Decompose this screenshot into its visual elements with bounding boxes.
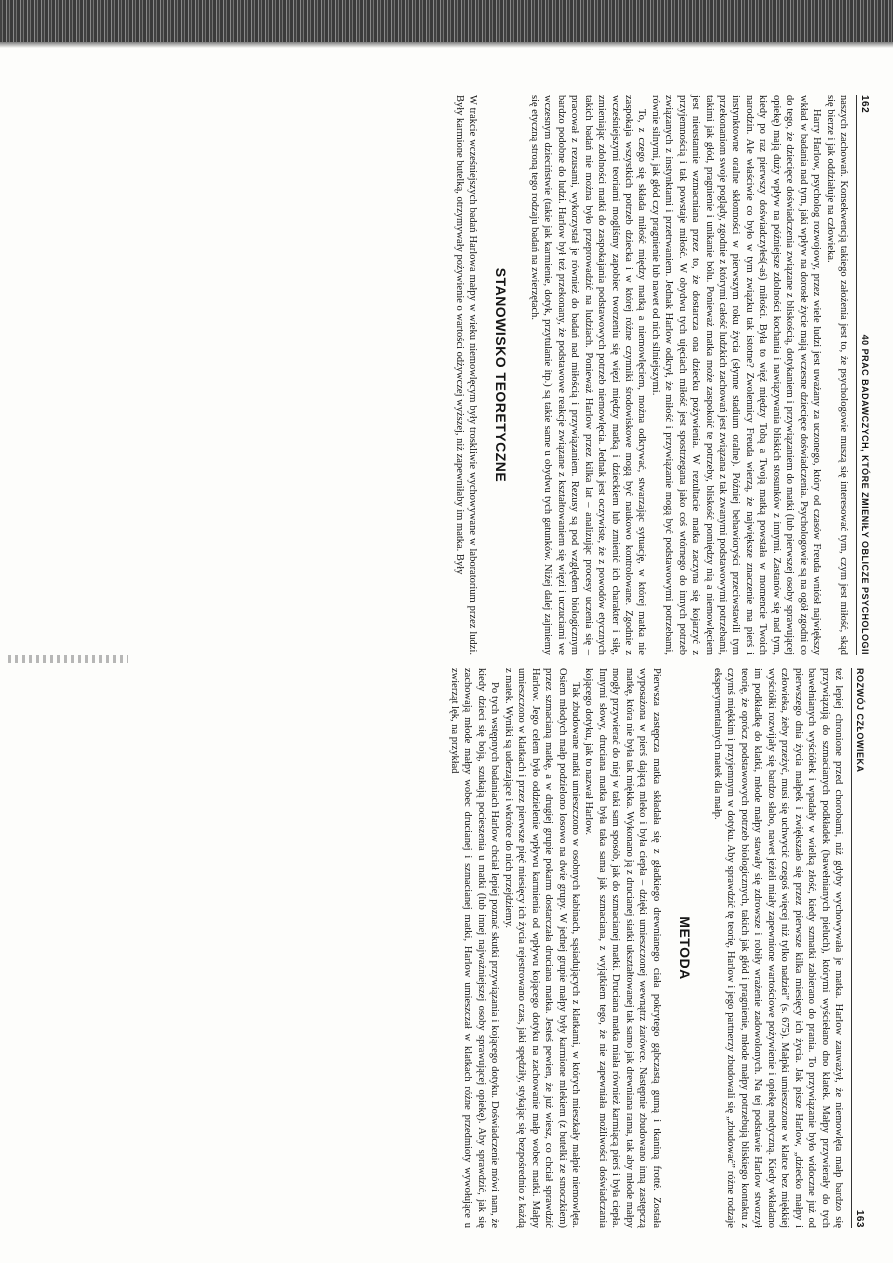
body-paragraph: Harry Harlow, psycholog rozwojowy, przez wiele ludzi jest uważany za uczonego, który od czasów Freuda wniósł największy wkład w badania nad tym, jaki wpływ na dorosłe życie mają wczesne dziecięce doświadczenia. Psychologowie są na ogół zgodni co do tego, że dziecięce doświadczenia związane z bliskością, dotykaniem i przywiązaniem do matki (lub pierwszej osoby sprawującej opiekę) mają duży wpływ na późniejsze zdolności kochania i nawiązywania bliskich stosunków z innymi. Zastanów się nad tym, kiedy po raz pierwszy doświadczyłeś(-aś) miłości. Była to więź między Tobą a Twoją matką powstała w momencie Twoich narodzin. Ale właściwie co było w tym związku tak istotne? Zwolennicy Freuda wierzą, że największe znaczenie ma pierś i instynktowne oralne skłonności w pierwszym roku życia (słynne stadium oralne). Później behawioryści przeciwstawili tym przekonaniom swoje poglądy, zgodnie z którymi całość ludzkich zachowań jest związana z tak zwanymi podstawowymi potrzebami, takimi jak głód, pragnienie i unikanie bólu. Ponieważ matka może zaspokoić te potrzeby, bliskość pomiędzy nią a niemowlęciem jest nieustannie wzmacniana przez to, że dostarcza ona dziecku pożywienia. W rezultacie matka zaczyna się kojarzyć z przyjemnością i tak powstaje miłość. W obydwu tych ujęciach miłość jest spostrzegana jako coś wtórnego do innych potrzeb związanych z instynktami i przetrwaniem. Jednak Harlow odkrył, że miłość i przywiązanie mogą być podstawowymi potrzebami, równie silnymi, jak głód czy pragnienie lub nawet od nich silniejszymi. <box>649 95 823 655</box>
running-header <box>856 95 870 655</box>
section-heading: STANOWISKO TEORETYCZNE <box>493 267 510 483</box>
body-paragraph: To, z czego się składa miłość między matką a niemowlęciem, można odkrywać, stwarzając sytuację, w której matka nie zaspokaja wszystkich potrzeb dziecka i w której różne czynniki środowiskowe mogą być naukowo kontrolowane. Zgodnie z wcześniejszymi teoriami mogliśmy zapobiec tworzeniu się więzi między matką i dzieckiem lub zmienić ich charakter i siłę, zmieniając zdolności matki do zaspokajania podstawowych potrzeb niemowlęcia. Jednak jest oczywiste, że z powodów etycznych takich badań nie można było przeprowadzić na ludziach. Ponieważ Harlow przez kilka lat – analizując procesy uczenia się – pracował z rezusami, wykorzystał je również do badań nad miłością i przywiązaniem. Rezusy są pod względem biologicznym bardzo podobne do ludzi. Harlow był też przekonany, że podstawowe reakcje związane z kształtowaniem się więzi i uczuciami we wczesnym dzieciństwie (takie jak karmienie, dotyk, przytulanie itp.) są takie same u obydwu tych gatunków. Niżej dalej zajmiemy się etyczną stroną tego rodzaju badań na zwierzętach. <box>528 95 648 655</box>
scan-binding-artifact <box>8 655 128 663</box>
body-paragraph: naszych zachowań. Konsekwencją takiego założenia jest to, że psychologowie muszą się interesować tym, czym jest miłość, skąd się bierze i jak oddziałuje na człowieka. <box>824 95 849 655</box>
book-page-right <box>449 668 865 1228</box>
scan-edge-artifact <box>0 0 893 42</box>
page-number: 163 <box>854 1209 865 1228</box>
body-paragraph: Tak zbudowane matki umieszczono w osobnych kabinach, sąsiadujących z klatkami, w których mieszkały małpie niemowlęta. Osiem młodych małp podzielono losowo na dwie grupy. W jednej grupie małpy były karmione mlekiem (z butelki ze smoczkiem) przez szmacianą matkę, a w drugiej grupie pokarm dostarczała druciana matka. Jesteś pewien, że już wiesz, co chciał sprawdzić Harlow. Jego celem było oddzielenie wpływu karmienia od wpływu kojącego dotyku na zachowanie małp wobec matki. Małpy umieszczono w klatkach i przez pierwsze pięć miesięcy ich życia rejestrowano czas, jaki spędziły, stykając się bezpośrednio z każdą z matek. Wyniki są uderzające i wkrótce do nich przejdziemy. <box>502 668 581 1228</box>
page-number: 162 <box>859 95 870 114</box>
section-heading: METODA <box>676 916 693 980</box>
body-paragraph: też lepiej chronione przed chorobami, niż gdyby wychowywała je matka. Harlow zauważył, że niemowlęta małp bardzo się przywiązują do szmacianych podkładek (bawełnianych pieluch), którymi wyściełano dno klatek. Małpy przywierały do tych bawełnianych wyściółek i wpadały w wielką złość, kiedy szmatki zabierano do prania. To przywiązanie było widoczne już od pierwszego dnia życia małpek i zwiększało się przez pierwsze kilka miesięcy ich życia. Jak pisze Harlow, „dziecko małpy i człowieka, żeby przeżyć, musi się uchwycić czegoś więcej niż tylko nadziei” (s. 675). Małpki umieszczone w klatce bez miękkiej wyściółki rozwijały się bardzo słabo, nawet jeżeli miały zapewnione wartościowe pożywienie i opiekę medyczną. Kiedy wkładano im podkładkę do klatki, młode małpy stawały się zdrowsze i robiły wrażenie zadowolonych. Na tej podstawie Harlow stworzył teorię, że oprócz podstawowych potrzeb biologicznych, takich jak głód i pragnienie, młode małpy potrzebują bliskiego kontaktu z czymś miękkim i przyjemnym w dotyku. Aby sprawdzić tę teorię, Harlow i jego partnerzy zbudowali się „zbudować” różne rodzaje eksperymentalnych matek dla małp. <box>712 668 844 1228</box>
running-head-title: 40 PRAC BADAWCZYCH, KTÓRE ZMIENIŁY OBLICZE PSYCHOLOGII <box>860 334 870 655</box>
running-head-title: ROZWÓJ CZŁOWIEKA <box>855 668 865 773</box>
body-paragraph: Pierwsza zastępcza matka składała się z gładkiego drewnianego ciała pokrytego gąbczastą gumą i tkaniną frotté. Została wyposażona w pierś dającą mleko i była ciepła – dzięki umieszczonej wewnątrz żarówce. Następnie zbudowano inną zastępczą matkę, która nie była tak miękka. Wykonano ją z drucianej siatki ukształtowanej tak samo jak drewniana rama, tak aby młode małpy mogły przywierać do niej w taki sam sposób, jak do szmacianej matki. Druciana matka miała również karmiącą pierś i była ciepła. Innymi słowy, druciana matka była taka sama jak szmaciana, z wyjątkiem tego, że nie zapewniała możliwości doświadczania kojącego dotyku, jak to nazwał Harlow. <box>583 668 662 1228</box>
running-header <box>851 668 865 1228</box>
body-paragraph: Po tych wstępnych badaniach Harlow chciał lepiej poznać skutki przywiązania i kojącego dotyku. Doświadczenie mówi nam, że kiedy dzieci się boją, szukają pocieszenia u matki (lub innej najważniejszej osoby sprawującej opiekę). Aby sprawdzić, jak się zachowają młode małpy wobec drucianej i szmacianej matki, Harlow umieszczał w klatkach różne przedmioty wywołujące u zwierząt lęk, na przykład <box>449 668 501 1228</box>
body-paragraph: W trakcie wcześniejszych badań Harlowa małpy w wieku niemowlęcym były troskliwie wychowywane w laboratorium przez ludzi. Były karmione butelką, otrzymywały pożywienie o wartości odżywczej wyższej, niż zapewniłaby im matka. Były <box>454 95 479 655</box>
book-page-left <box>454 95 870 655</box>
